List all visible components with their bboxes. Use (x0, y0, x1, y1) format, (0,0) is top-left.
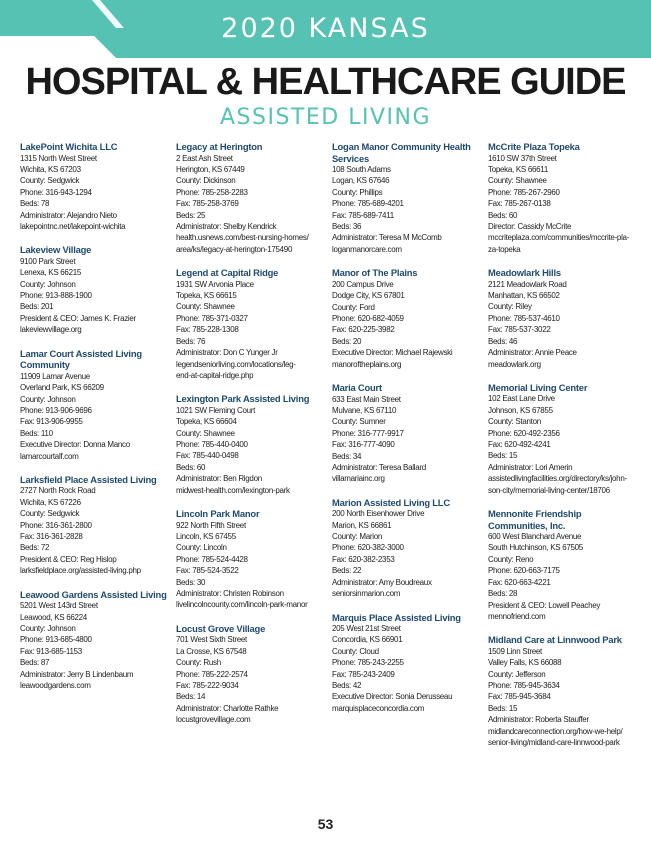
facility-detail: County: Johnson (20, 279, 76, 289)
facility-entry (20, 244, 170, 335)
facility-detail: 11909 Lamar Avenue (20, 371, 90, 381)
facility-entry (332, 382, 482, 485)
facility-detail: 633 East Main Street (332, 394, 401, 404)
facility-entry (176, 623, 326, 726)
facility-detail: Administrator: Annie Peace (488, 348, 577, 358)
facility-detail: Lincoln, KS 67455 (176, 531, 236, 541)
facility-detail: senior-living/midland-care-linnwood-park (488, 738, 620, 748)
facility-name: Lincoln Park Manor (176, 508, 260, 520)
facility-detail: 200 North Eisenhower Drive (332, 509, 425, 519)
facility-detail: Phone: 785-222-2574 (176, 669, 248, 679)
facility-detail: 5201 West 143rd Street (20, 601, 98, 611)
facility-detail: Wichita, KS 67226 (20, 497, 81, 507)
facility-detail: Administrator: Ben Rigdon (176, 474, 262, 484)
facility-detail: 1610 SW 37th Street (488, 153, 557, 163)
facility-entry (20, 589, 170, 692)
facility-name: Marquis Place Assisted Living (332, 611, 461, 623)
facility-detail: County: Ford (332, 302, 375, 312)
facility-detail: Mulvane, KS 67110 (332, 405, 397, 415)
facility-detail: Fax: 785-945-3684 (488, 692, 551, 702)
facility-detail: seniorsinmarion.com (332, 589, 401, 599)
facility-detail: County: Shawnee (488, 176, 547, 186)
facility-detail: Phone: 316-361-2800 (20, 520, 92, 530)
facility-detail: locustgrovevillage.com (176, 715, 251, 725)
facility-detail: Fax: 620-663-4221 (488, 577, 551, 587)
facility-detail: Johnson, KS 67855 (488, 405, 553, 415)
facility-detail: Overland Park, KS 66209 (20, 383, 104, 393)
facility-detail: 1931 SW Arvonia Place (176, 279, 254, 289)
facility-detail: Beds: 78 (20, 199, 50, 209)
facility-detail: Herington, KS 67449 (176, 164, 245, 174)
facility-detail: County: Shawnee (176, 428, 235, 438)
facility-detail: Phone: 620-382-3000 (332, 543, 404, 553)
facility-detail: Phone: 316-777-9917 (332, 428, 404, 438)
page-number: 53 (317, 816, 334, 832)
section-title: ASSISTED LIVING (220, 105, 431, 130)
facility-detail: 9100 Park Street (20, 256, 76, 266)
facility-detail: meadowlark.org (488, 359, 541, 369)
facility-detail: health.usnews.com/best-nursing-homes/ (176, 233, 309, 243)
facility-detail: 1021 SW Fleming Court (176, 405, 256, 415)
facility-detail: Phone: 620-663-7175 (488, 566, 560, 576)
facility-detail: County: Johnson (20, 624, 76, 633)
facility-detail: villamariainc.org (332, 474, 385, 484)
listing-column (332, 141, 482, 726)
facility-entry (176, 508, 326, 611)
facility-detail: County: Sumner (332, 417, 386, 427)
facility-entry (332, 267, 482, 370)
facility-detail: Beds: 87 (20, 658, 50, 668)
facility-detail: County: Dickinson (176, 176, 236, 186)
facility-detail: manoroftheplains.org (332, 359, 402, 369)
facility-detail: Administrator: Don C Yunger Jr (176, 348, 278, 358)
facility-detail: County: Stanton (488, 417, 541, 427)
facility-detail: Valley Falls, KS 66088 (488, 658, 562, 668)
facility-name: Memorial Living Center (488, 381, 588, 393)
facility-detail: County: Johnson (20, 394, 76, 404)
facility-entry (488, 382, 638, 496)
facility-name: Mennonite Friendship Communities, Inc. (488, 508, 582, 531)
facility-detail: Administrator: Christen Robinson (176, 589, 284, 598)
facility-detail: County: Reno (488, 554, 534, 564)
facility-name: Manor of The Plains (332, 267, 418, 279)
facility-detail: Concordia, KS 66901 (332, 635, 403, 645)
facility-detail: Phone: 785-267-2960 (488, 187, 560, 197)
facility-detail: Beds: 28 (488, 589, 518, 599)
facility-detail: Executive Director: Donna Manco (20, 440, 130, 450)
facility-detail: Fax: 785-222-9034 (176, 680, 239, 690)
facility-detail: President & CEO: Lowell Peachey (488, 600, 601, 610)
listing-column (488, 141, 638, 760)
facility-detail: Phone: 785-243-2255 (332, 658, 404, 668)
facility-detail: Fax: 785-524-3522 (176, 566, 239, 576)
facility-detail: Fax: 316-361-2828 (20, 532, 83, 542)
facility-detail: Administrator: Charlotte Rathke (176, 703, 279, 713)
facility-detail: Phone: 913-685-4800 (20, 635, 92, 645)
facility-detail: Administrator: Alejandro Nieto (20, 210, 117, 220)
facility-entry (488, 634, 638, 748)
facility-name: Lamar Court Assisted Living Community (20, 347, 142, 371)
facility-detail: Beds: 60 (176, 462, 206, 472)
facility-detail: Beds: 110 (20, 428, 53, 438)
facility-detail: Phone: 785-945-3634 (488, 681, 560, 691)
facility-detail: Beds: 76 (176, 336, 206, 346)
facility-detail: Fax: 785-440-0498 (176, 451, 239, 461)
facility-name: McCrite Plaza Topeka (488, 141, 580, 152)
facility-detail: Administrator: Teresa M McComb (332, 233, 442, 243)
facility-detail: end-at-capital-ridge.php (176, 370, 254, 380)
facility-detail: loganmanorcare.com (332, 244, 402, 254)
facility-detail: La Crosse, KS 67548 (176, 646, 247, 656)
facility-detail: Fax: 620-225-3982 (332, 325, 395, 335)
listing-column (20, 141, 170, 703)
facility-detail: Fax: 785-243-2409 (332, 669, 395, 679)
facility-detail: Phone: 316-943-1294 (20, 187, 92, 197)
facility-entry (332, 497, 482, 600)
facility-detail: Fax: 785-537-3022 (488, 325, 551, 335)
facility-detail: area/ks/legacy-at-herington-175490 (176, 244, 293, 254)
facility-detail: Beds: 20 (332, 336, 362, 346)
facility-detail: midlandcareconnection.org/how-we-help/ (488, 726, 623, 736)
facility-detail: County: Marion (332, 532, 383, 542)
facility-detail: lakeviewvillage.org (20, 325, 82, 335)
facility-detail: County: Rush (176, 658, 221, 668)
facility-detail: Manhattan, KS 66502 (488, 291, 560, 301)
listing-columns (20, 141, 640, 791)
facility-detail: Fax: 785-267-0138 (488, 199, 551, 209)
facility-detail: County: Riley (488, 302, 532, 312)
facility-detail: County: Cloud (332, 646, 379, 656)
facility-entry (332, 612, 482, 715)
facility-name: Legend at Capital Ridge (176, 267, 279, 279)
facility-name: Logan Manor Community Health Services (332, 141, 471, 164)
facility-detail: Phone: 785-524-4428 (176, 554, 248, 564)
facility-entry (332, 141, 482, 255)
facility-detail: Administrator: Amy Boudreaux (332, 577, 432, 587)
facility-name: Leawood Gardens Assisted Living (20, 588, 167, 600)
facility-detail: za-topeka (488, 244, 521, 254)
facility-detail: Beds: 14 (176, 692, 206, 702)
facility-detail: President & CEO: Reg Hislop (20, 554, 117, 564)
facility-detail: Fax: 785-228-1308 (176, 325, 239, 335)
facility-entry (20, 348, 170, 462)
banner-title: 2020 KANSAS (221, 13, 430, 44)
facility-detail: livelincolncounty.com/lincoln-park-manor (176, 600, 308, 610)
facility-detail: Phone: 913-888-1900 (20, 291, 92, 301)
facility-detail: County: Phillips (332, 187, 383, 197)
facility-detail: lakepointnc.net/lakepoint-wichita (20, 221, 126, 231)
facility-detail: 2121 Meadowlark Road (488, 279, 567, 289)
facility-detail: leawoodgardens.com (20, 681, 91, 691)
facility-detail: 102 East Lane Drive (488, 394, 555, 404)
facility-detail: Dodge City, KS 67801 (332, 291, 405, 301)
facility-name: Legacy at Herington (176, 141, 263, 152)
facility-detail: 108 South Adams (332, 165, 391, 174)
facility-entry (176, 141, 326, 255)
facility-detail: Beds: 201 (20, 302, 54, 312)
facility-name: Lakeview Village (20, 244, 92, 256)
facility-detail: Beds: 15 (488, 451, 518, 461)
facility-detail: Phone: 785-258-2283 (176, 187, 248, 197)
facility-detail: South Hutchinson, KS 67505 (488, 543, 583, 553)
facility-detail: Executive Director: Michael Rajewski (332, 348, 453, 358)
facility-detail: Administrator: Roberta Stauffer (488, 715, 589, 725)
facility-name: Lexington Park Assisted Living (176, 393, 310, 405)
facility-detail: mccriteplaza.com/communities/mccrite-pla- (488, 233, 630, 243)
facility-detail: Beds: 34 (332, 451, 362, 461)
facility-detail: Phone: 620-682-4059 (332, 313, 404, 323)
facility-name: Marion Assisted Living LLC (332, 496, 450, 508)
facility-detail: 1315 North West Street (20, 153, 97, 163)
facility-detail: Administrator: Shelby Kendrick (176, 221, 277, 231)
facility-detail: larksfieldplace.org/assisted-living.php (20, 566, 141, 576)
facility-name: Locust Grove Village (176, 622, 266, 634)
facility-detail: Phone: 620-492-2356 (488, 428, 560, 438)
facility-detail: Beds: 36 (332, 222, 362, 232)
facility-detail: Lenexa, KS 66215 (20, 268, 82, 278)
facility-entry (20, 141, 170, 232)
facility-detail: 205 West 21st Street (332, 624, 401, 633)
facility-detail: Director: Cassidy McCrite (488, 221, 572, 231)
facility-detail: Administrator: Jerry B Lindenbaum (20, 669, 134, 679)
facility-detail: Marion, KS 66861 (332, 520, 392, 530)
facility-detail: marquisplaceconcordia.com (332, 703, 425, 713)
facility-entry (488, 267, 638, 370)
facility-detail: County: Lincoln (176, 543, 227, 553)
facility-detail: Beds: 25 (176, 210, 206, 220)
facility-detail: Topeka, KS 66611 (488, 164, 548, 174)
facility-name: LakePoint Wichita LLC (20, 141, 118, 152)
facility-detail: Fax: 913-906-9955 (20, 417, 83, 427)
facility-detail: Phone: 785-371-0327 (176, 313, 248, 323)
facility-name: Maria Court (332, 382, 382, 393)
facility-detail: Beds: 22 (332, 566, 362, 576)
facility-detail: Beds: 60 (488, 210, 518, 220)
facility-detail: 922 North Fifth Street (176, 520, 246, 530)
facility-detail: Topeka, KS 66615 (176, 291, 237, 301)
facility-entry (176, 393, 326, 496)
facility-detail: 200 Campus Drive (332, 279, 394, 289)
facility-detail: Phone: 785-689-4201 (332, 199, 404, 209)
facility-detail: County: Shawnee (176, 302, 235, 312)
facility-detail: 2 East Ash Street (176, 153, 233, 163)
listing-column (176, 141, 326, 738)
facility-detail: County: Jefferson (488, 669, 546, 679)
facility-detail: lamarcourtalf.com (20, 451, 79, 461)
facility-detail: Fax: 620-382-2353 (332, 554, 395, 564)
facility-detail: Phone: 785-440-0400 (176, 440, 248, 450)
facility-name: Midland Care at Linnwood Park (488, 634, 622, 646)
facility-detail: Fax: 620-492-4241 (488, 440, 551, 450)
facility-detail: Administrator: Lori Amerin (488, 462, 573, 472)
facility-detail: 2727 North Rock Road (20, 486, 96, 496)
facility-entry (20, 474, 170, 577)
facility-detail: Beds: 46 (488, 336, 518, 346)
facility-detail: Topeka, KS 66604 (176, 417, 237, 427)
facility-entry (488, 508, 638, 622)
facility-detail: Phone: 785-537-4610 (488, 313, 560, 323)
facility-detail: assistedlivingfacilities.org/directory/ks/john- (488, 474, 627, 484)
facility-name: Larksfield Place Assisted Living (20, 473, 157, 485)
facility-detail: Beds: 72 (20, 543, 50, 553)
facility-detail: Fax: 785-258-3769 (176, 199, 239, 209)
facility-detail: Administrator: Teresa Ballard (332, 462, 426, 472)
facility-detail: 600 West Blanchard Avenue (488, 532, 582, 542)
facility-detail: Fax: 316-777-4090 (332, 440, 395, 450)
facility-detail: Leawood, KS 66224 (20, 612, 87, 622)
facility-detail: Fax: 785-689-7411 (332, 210, 394, 220)
facility-detail: son-city/memorial-living-center/18706 (488, 485, 610, 495)
facility-entry (488, 141, 638, 255)
facility-detail: 701 West Sixth Street (176, 635, 247, 645)
facility-detail: Executive Director: Sonia Derusseau (332, 692, 453, 702)
facility-detail: Beds: 30 (176, 577, 206, 587)
facility-detail: Wichita, KS 67203 (20, 164, 81, 174)
facility-detail: Beds: 42 (332, 681, 362, 691)
facility-entry (176, 267, 326, 381)
facility-detail: County: Sedgwick (20, 176, 80, 186)
facility-detail: Logan, KS 67646 (332, 176, 390, 186)
facility-detail: President & CEO: James K. Frazier (20, 313, 136, 323)
guide-title: HOSPITAL & HEALTHCARE GUIDE (25, 61, 626, 103)
facility-detail: Beds: 15 (488, 703, 518, 713)
facility-detail: Phone: 913-906-9696 (20, 405, 92, 415)
facility-detail: Fax: 913-685-1153 (20, 646, 82, 656)
facility-detail: mennofriend.com (488, 611, 546, 621)
facility-detail: 1509 Linn Street (488, 646, 542, 656)
facility-detail: midwest-health.com/lexington-park (176, 485, 290, 495)
facility-name: Meadowlark Hills (488, 267, 561, 279)
facility-detail: legendseniorliving.com/locations/leg- (176, 359, 296, 369)
facility-detail: County: Sedgwick (20, 509, 80, 519)
